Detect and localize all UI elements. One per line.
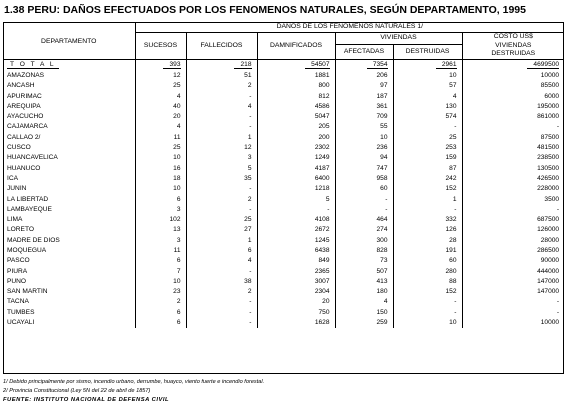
- table-row: [3, 122, 564, 132]
- cell-damnificados: 200: [257, 133, 335, 143]
- cell-fallecidos: 51: [186, 71, 257, 81]
- header-sucesos: SUCESOS: [135, 33, 186, 60]
- total-costo: 4699500: [462, 59, 564, 71]
- cell-destruidas: 191: [393, 246, 462, 256]
- table-title: 1.38 PERU: DAÑOS EFECTUADOS POR LOS FENOMENOS NATURALES, SEGÚN DEPARTAMENTO, 1995: [4, 4, 526, 16]
- table-row: [3, 143, 564, 153]
- cell-costo: 286500: [537, 246, 560, 254]
- cell-costo: 130500: [537, 164, 560, 172]
- cell-fallecidos: -: [186, 112, 257, 122]
- table-row: [3, 163, 564, 173]
- cell-fallecidos: 3: [186, 153, 257, 163]
- header-departamento: DEPARTAMENTO: [3, 22, 135, 59]
- table-row: [3, 153, 564, 163]
- cell-sucesos: 3: [135, 205, 186, 215]
- cell-fallecidos: -: [186, 297, 257, 307]
- cell-sucesos: 10: [135, 184, 186, 194]
- cell-destruidas: 242: [393, 174, 462, 184]
- header-damnificados: DAMNIFICADOS: [257, 33, 335, 60]
- cell-destruidas: 253: [393, 143, 462, 153]
- cell-costo: -: [556, 298, 560, 306]
- table-row: [3, 102, 564, 112]
- cell-destruidas: 28: [393, 236, 462, 246]
- table-row: [3, 194, 564, 204]
- table-row: [3, 81, 564, 91]
- cell-sucesos: 12: [135, 71, 186, 81]
- cell-sucesos: 23: [135, 287, 186, 297]
- cell-damnificados: 2302: [257, 143, 335, 153]
- cell-afectadas: 94: [335, 153, 393, 163]
- cell-damnificados: 20: [257, 297, 335, 307]
- cell-destruidas: -: [393, 297, 462, 307]
- cell-costo: -: [556, 308, 560, 316]
- table-row: [3, 308, 564, 318]
- cell-damnificados: 5: [257, 194, 335, 204]
- cell-afectadas: 361: [335, 102, 393, 112]
- cell-fallecidos: 2: [186, 194, 257, 204]
- cell-costo: -: [556, 123, 560, 131]
- row-department: LORETO: [3, 225, 135, 235]
- cell-fallecidos: -: [186, 318, 257, 328]
- row-department: SAN MARTIN: [3, 287, 135, 297]
- table-row: [3, 318, 564, 328]
- cell-fallecidos: -: [186, 184, 257, 194]
- header-group: DAÑOS DE LOS FENOMENOS NATURALES 1/: [135, 22, 564, 33]
- cell-sucesos: 40: [135, 102, 186, 112]
- total-afectadas: 7354: [335, 59, 393, 71]
- cell-damnificados: 1249: [257, 153, 335, 163]
- cell-costo: 10000: [540, 319, 560, 327]
- table-row: [3, 287, 564, 297]
- cell-afectadas: 828: [335, 246, 393, 256]
- cell-fallecidos: -: [186, 308, 257, 318]
- row-department: LA LIBERTAD: [3, 194, 135, 204]
- cell-sucesos: 6: [135, 308, 186, 318]
- damage-table: [3, 22, 564, 328]
- cell-destruidas: 152: [393, 184, 462, 194]
- table-row: [3, 184, 564, 194]
- cell-costo: 126000: [537, 226, 560, 234]
- cell-fallecidos: -: [186, 91, 257, 101]
- cell-fallecidos: 25: [186, 215, 257, 225]
- cell-costo: 444000: [537, 267, 560, 275]
- cell-fallecidos: -: [186, 205, 257, 215]
- cell-damnificados: 2365: [257, 266, 335, 276]
- row-department: JUNIN: [3, 184, 135, 194]
- table-row: [3, 256, 564, 266]
- cell-afectadas: 236: [335, 143, 393, 153]
- cell-costo: 195000: [537, 102, 560, 110]
- cell-costo: -: [556, 205, 560, 213]
- cell-afectadas: 206: [335, 71, 393, 81]
- total-damnificados: 54507: [257, 59, 335, 71]
- cell-sucesos: 16: [135, 163, 186, 173]
- cell-sucesos: 2: [135, 297, 186, 307]
- cell-destruidas: 574: [393, 112, 462, 122]
- cell-afectadas: 413: [335, 277, 393, 287]
- row-department: CUSCO: [3, 143, 135, 153]
- row-department: LAMBAYEQUE: [3, 205, 135, 215]
- total-row: [3, 59, 564, 71]
- cell-destruidas: 126: [393, 225, 462, 235]
- cell-sucesos: 10: [135, 277, 186, 287]
- cell-afectadas: 259: [335, 318, 393, 328]
- table-row: [3, 277, 564, 287]
- header-viviendas: VIVIENDAS: [335, 33, 462, 45]
- cell-afectadas: 747: [335, 163, 393, 173]
- header-destruidas: DESTRUIDAS: [393, 45, 462, 60]
- cell-destruidas: 87: [393, 163, 462, 173]
- source-note: FUENTE: INSTITUTO NACIONAL DE DEFENSA CIVIL: [3, 397, 169, 403]
- cell-damnificados: 1881: [257, 71, 335, 81]
- table-row: [3, 236, 564, 246]
- cell-destruidas: 152: [393, 287, 462, 297]
- table-row: [3, 297, 564, 307]
- cell-sucesos: 4: [135, 91, 186, 101]
- cell-destruidas: 57: [393, 81, 462, 91]
- cell-sucesos: 25: [135, 81, 186, 91]
- cell-damnificados: 800: [257, 81, 335, 91]
- table-row: [3, 205, 564, 215]
- cell-damnificados: 6438: [257, 246, 335, 256]
- table-row: [3, 246, 564, 256]
- cell-destruidas: 88: [393, 277, 462, 287]
- cell-destruidas: -: [393, 122, 462, 132]
- cell-destruidas: 10: [393, 71, 462, 81]
- table-row: [3, 112, 564, 122]
- cell-costo: 10000: [540, 71, 560, 79]
- cell-fallecidos: 1: [186, 236, 257, 246]
- cell-damnificados: 1245: [257, 236, 335, 246]
- row-department: AYACUCHO: [3, 112, 135, 122]
- cell-fallecidos: 1: [186, 133, 257, 143]
- cell-afectadas: 464: [335, 215, 393, 225]
- cell-damnificados: 6400: [257, 174, 335, 184]
- cell-destruidas: 4: [393, 91, 462, 101]
- row-department: CALLAO 2/: [3, 133, 135, 143]
- total-fallecidos: 218: [186, 59, 257, 71]
- cell-damnificados: 4187: [257, 163, 335, 173]
- cell-costo: 147000: [537, 288, 560, 296]
- row-department: AMAZONAS: [3, 71, 135, 81]
- cell-damnificados: 849: [257, 256, 335, 266]
- footnote-2: 2/ Provincia Constitucional (Ley 5N del 22 de abril de 1857): [3, 388, 151, 394]
- table-row: [3, 174, 564, 184]
- footnote-1: 1/ Debido principalmente por sismo, incendio urbano, derrumbe, huayco, viento fuerte e incendio forestal.: [3, 379, 265, 385]
- cell-destruidas: -: [393, 205, 462, 215]
- header-afectadas: AFECTADAS: [335, 45, 393, 60]
- cell-sucesos: 18: [135, 174, 186, 184]
- cell-sucesos: 10: [135, 153, 186, 163]
- cell-sucesos: 11: [135, 246, 186, 256]
- cell-afectadas: 150: [335, 308, 393, 318]
- total-destruidas: 2961: [393, 59, 462, 71]
- row-department: HUANCAVELICA: [3, 153, 135, 163]
- cell-costo: 238500: [537, 154, 560, 162]
- cell-costo: 481500: [537, 144, 560, 152]
- cell-costo: 426500: [537, 174, 560, 182]
- row-department: ANCASH: [3, 81, 135, 91]
- cell-afectadas: 709: [335, 112, 393, 122]
- cell-damnificados: 2672: [257, 225, 335, 235]
- row-department: MADRE DE DIOS: [3, 236, 135, 246]
- cell-fallecidos: 5: [186, 163, 257, 173]
- row-department: PUNO: [3, 277, 135, 287]
- cell-costo: 147000: [537, 277, 560, 285]
- cell-afectadas: 300: [335, 236, 393, 246]
- cell-damnificados: 1628: [257, 318, 335, 328]
- cell-destruidas: 280: [393, 266, 462, 276]
- cell-damnificados: 2304: [257, 287, 335, 297]
- cell-sucesos: 11: [135, 133, 186, 143]
- cell-afectadas: 274: [335, 225, 393, 235]
- cell-fallecidos: -: [186, 266, 257, 276]
- cell-afectadas: 180: [335, 287, 393, 297]
- cell-afectadas: 4: [335, 297, 393, 307]
- cell-fallecidos: 4: [186, 256, 257, 266]
- table-row: [3, 133, 564, 143]
- cell-costo: 861000: [537, 113, 560, 121]
- cell-costo: 228000: [537, 185, 560, 193]
- cell-fallecidos: 12: [186, 143, 257, 153]
- cell-costo: 28000: [540, 236, 560, 244]
- cell-destruidas: 332: [393, 215, 462, 225]
- cell-sucesos: 4: [135, 122, 186, 132]
- cell-afectadas: -: [335, 205, 393, 215]
- cell-damnificados: 4108: [257, 215, 335, 225]
- cell-fallecidos: 2: [186, 287, 257, 297]
- cell-fallecidos: 6: [186, 246, 257, 256]
- cell-damnificados: 205: [257, 122, 335, 132]
- cell-damnificados: 4586: [257, 102, 335, 112]
- cell-afectadas: 97: [335, 81, 393, 91]
- cell-costo: 85500: [540, 82, 560, 90]
- cell-sucesos: 6: [135, 256, 186, 266]
- cell-destruidas: 159: [393, 153, 462, 163]
- cell-sucesos: 25: [135, 143, 186, 153]
- cell-destruidas: 25: [393, 133, 462, 143]
- row-department: APURIMAC: [3, 91, 135, 101]
- row-department: HUANUCO: [3, 163, 135, 173]
- cell-sucesos: 6: [135, 194, 186, 204]
- cell-damnificados: 5047: [257, 112, 335, 122]
- cell-destruidas: -: [393, 308, 462, 318]
- row-department: TUMBES: [3, 308, 135, 318]
- row-department: PASCO: [3, 256, 135, 266]
- cell-destruidas: 60: [393, 256, 462, 266]
- table-row: [3, 71, 564, 81]
- cell-damnificados: 1218: [257, 184, 335, 194]
- cell-sucesos: 102: [135, 215, 186, 225]
- cell-destruidas: 1: [393, 194, 462, 204]
- cell-fallecidos: 35: [186, 174, 257, 184]
- cell-afectadas: 73: [335, 256, 393, 266]
- cell-sucesos: 13: [135, 225, 186, 235]
- cell-afectadas: 958: [335, 174, 393, 184]
- cell-costo: 3500: [544, 195, 560, 203]
- row-department: CAJAMARCA: [3, 122, 135, 132]
- cell-sucesos: 20: [135, 112, 186, 122]
- row-department: MOQUEGUA: [3, 246, 135, 256]
- cell-sucesos: 7: [135, 266, 186, 276]
- cell-afectadas: 10: [335, 133, 393, 143]
- cell-sucesos: 3: [135, 236, 186, 246]
- cell-costo: 687500: [537, 216, 560, 224]
- table-row: [3, 266, 564, 276]
- header-costo: COSTO US$ VIVIENDAS DESTRUIDAS: [462, 33, 564, 60]
- cell-destruidas: 130: [393, 102, 462, 112]
- cell-costo: 87500: [540, 133, 560, 141]
- row-department: ICA: [3, 174, 135, 184]
- row-department: UCAYALI: [3, 318, 135, 328]
- cell-fallecidos: 4: [186, 102, 257, 112]
- cell-damnificados: 812: [257, 91, 335, 101]
- header-fallecidos: FALLECIDOS: [186, 33, 257, 60]
- row-department: AREQUIPA: [3, 102, 135, 112]
- cell-destruidas: 10: [393, 318, 462, 328]
- cell-afectadas: 187: [335, 91, 393, 101]
- total-sucesos: 393: [135, 59, 186, 71]
- table-row: [3, 215, 564, 225]
- table-row: [3, 225, 564, 235]
- cell-fallecidos: 38: [186, 277, 257, 287]
- cell-afectadas: 60: [335, 184, 393, 194]
- cell-damnificados: 750: [257, 308, 335, 318]
- cell-damnificados: -: [257, 205, 335, 215]
- row-department: TACNA: [3, 297, 135, 307]
- cell-afectadas: 55: [335, 122, 393, 132]
- cell-fallecidos: 2: [186, 81, 257, 91]
- total-label: T O T A L: [3, 59, 135, 71]
- cell-sucesos: 6: [135, 318, 186, 328]
- cell-fallecidos: 27: [186, 225, 257, 235]
- cell-costo: 90000: [540, 257, 560, 265]
- cell-costo: 6000: [544, 92, 560, 100]
- table-row: [3, 91, 564, 101]
- cell-fallecidos: -: [186, 122, 257, 132]
- row-department: LIMA: [3, 215, 135, 225]
- cell-damnificados: 3007: [257, 277, 335, 287]
- cell-afectadas: 507: [335, 266, 393, 276]
- cell-afectadas: -: [335, 194, 393, 204]
- row-department: PIURA: [3, 266, 135, 276]
